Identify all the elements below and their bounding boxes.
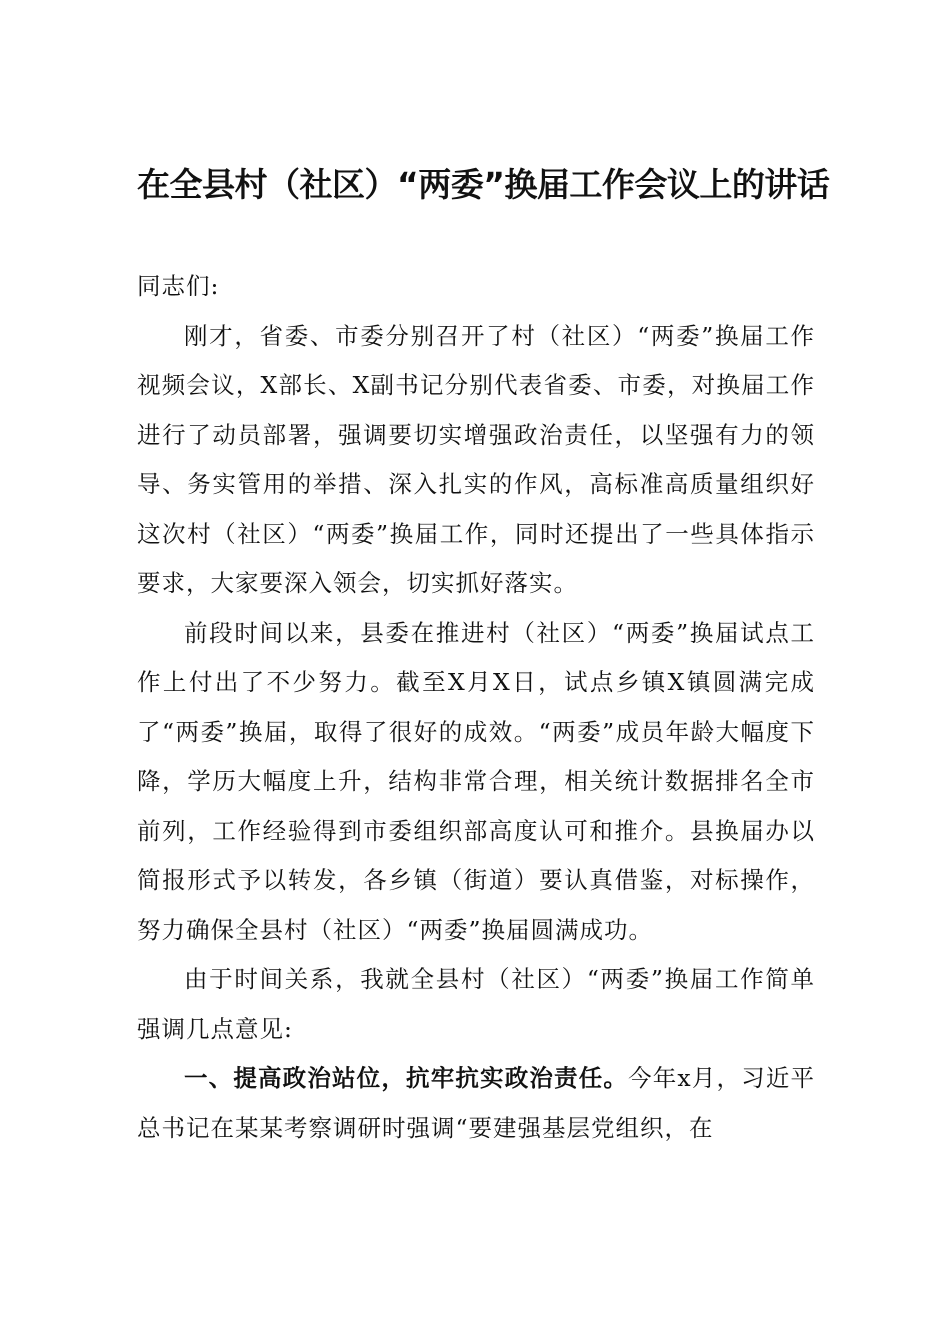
salutation: 同志们: [137,272,220,300]
document-body [137,262,815,1153]
document-title: 在全县村（社区）“两委”换届工作会议上的讲话 [137,165,830,204]
section-one-text: 今年x月，习近平总书记在某某考察调研时强调“要建强基层党组织，在 [137,1064,816,1142]
section-one-paragraph [137,1054,815,1153]
paragraph-2: 前段时间以来，县委在推进村（社区）“两委”换届试点工作上付出了不少努力。截至X月X日，试点乡镇X镇圆满完成了“两委”换届，取得了很好的成效。“两委”成员年龄大幅度下降，学历大幅度上升，结构非常合理，相关统计数据排名全市前列，工作经验得到市委组织部高度认可和推介。县换届办以简报形式予以转发，各乡镇（街道）要认真借鉴，对标操作，努力确保全县村（社区）“两委”换届圆满成功。 [137,618,815,944]
paragraph-3: 由于时间关系，我就全县村（社区）“两委”换届工作简单强调几点意见: [137,965,815,1043]
section-one-heading: 一、提高政治站位，抗牢抗实政治责任。 [184,1064,629,1092]
paragraph-1: 刚才，省委、市委分别召开了村（社区）“两委”换届工作视频会议，X部长、X副书记分别代表省委、市委，对换届工作进行了动员部署，强调要切实增强政治责任，以坚强有力的领导、务实管用的举措、深入扎实的作风，高标准高质量组织好这次村（社区）“两委”换届工作，同时还提出了一些具体指示要求，大家要深入领会，切实抓好落实。 [137,321,815,597]
